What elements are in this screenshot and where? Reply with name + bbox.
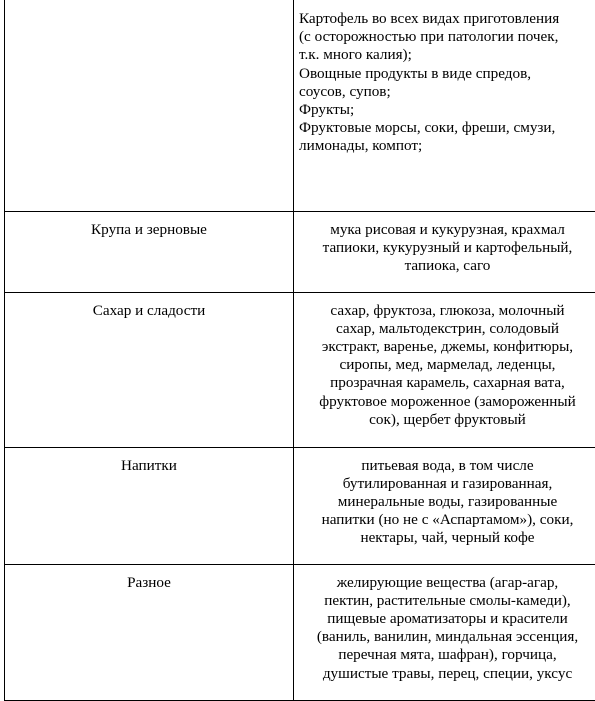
item-line: сок), щербет фруктовый xyxy=(300,411,595,429)
item-line: Фруктовые морсы, соки, фреши, смузи, xyxy=(299,119,595,137)
table-row xyxy=(5,564,595,700)
category-cell xyxy=(5,564,294,700)
item-line: экстракт, варенье, джемы, конфитюры, xyxy=(300,338,595,356)
item-line: тапиоки, кукурузный и картофельный, xyxy=(300,239,595,257)
item-line: Картофель во всех видах приготовления xyxy=(299,10,595,28)
category-label: Разное xyxy=(5,565,293,592)
item-line: сиропы, мед, мармелад, леденцы, xyxy=(300,356,595,374)
items-cell xyxy=(294,292,595,447)
item-line: (с осторожностью при патологии почек, xyxy=(299,28,595,46)
table-row xyxy=(5,0,595,211)
items-cell xyxy=(294,211,595,292)
food-table xyxy=(4,0,595,701)
item-line: фруктовое мороженное (замороженный xyxy=(300,393,595,411)
item-line: минеральные воды, газированные xyxy=(300,493,595,511)
item-line: нектары, чай, черный кофе xyxy=(300,529,595,547)
category-label: Крупа и зерновые xyxy=(5,212,293,239)
item-line: душистые травы, перец, специи, уксус xyxy=(300,665,595,683)
item-line: тапиока, саго xyxy=(300,257,595,275)
table-row xyxy=(5,292,595,447)
items-cell xyxy=(294,564,595,700)
item-line: питьевая вода, в том числе xyxy=(300,457,595,475)
item-line: Фрукты; xyxy=(299,101,595,119)
item-line: прозрачная карамель, сахарная вата, xyxy=(300,374,595,392)
table-row xyxy=(5,211,595,292)
item-line: лимонады, компот; xyxy=(299,137,595,155)
item-line: мука рисовая и кукурузная, крахмал xyxy=(300,221,595,239)
category-cell xyxy=(5,447,294,564)
item-line: пектин, растительные смолы-камеди), xyxy=(300,592,595,610)
category-label xyxy=(5,0,293,9)
items-cell xyxy=(294,0,595,211)
category-cell xyxy=(5,211,294,292)
category-cell xyxy=(5,292,294,447)
item-line: соусов, супов; xyxy=(299,83,595,101)
item-line: сахар, мальтодекстрин, солодовый xyxy=(300,320,595,338)
item-line: напитки (но не с «Аспартамом»), соки, xyxy=(300,511,595,529)
table-row xyxy=(5,447,595,564)
category-label: Напитки xyxy=(5,448,293,475)
item-line: т.к. много калия); xyxy=(299,46,595,64)
item-line: сахар, фруктоза, глюкоза, молочный xyxy=(300,302,595,320)
item-line: бутилированная и газированная, xyxy=(300,475,595,493)
category-label: Сахар и сладости xyxy=(5,293,293,320)
item-line: желирующие вещества (агар-агар, xyxy=(300,574,595,592)
item-line: (ваниль, ванилин, миндальная эссенция, xyxy=(300,628,595,646)
category-cell xyxy=(5,0,294,211)
items-cell xyxy=(294,447,595,564)
item-line: перечная мята, шафран), горчица, xyxy=(300,646,595,664)
item-line: Овощные продукты в виде спредов, xyxy=(299,65,595,83)
item-line: пищевые ароматизаторы и красители xyxy=(300,610,595,628)
